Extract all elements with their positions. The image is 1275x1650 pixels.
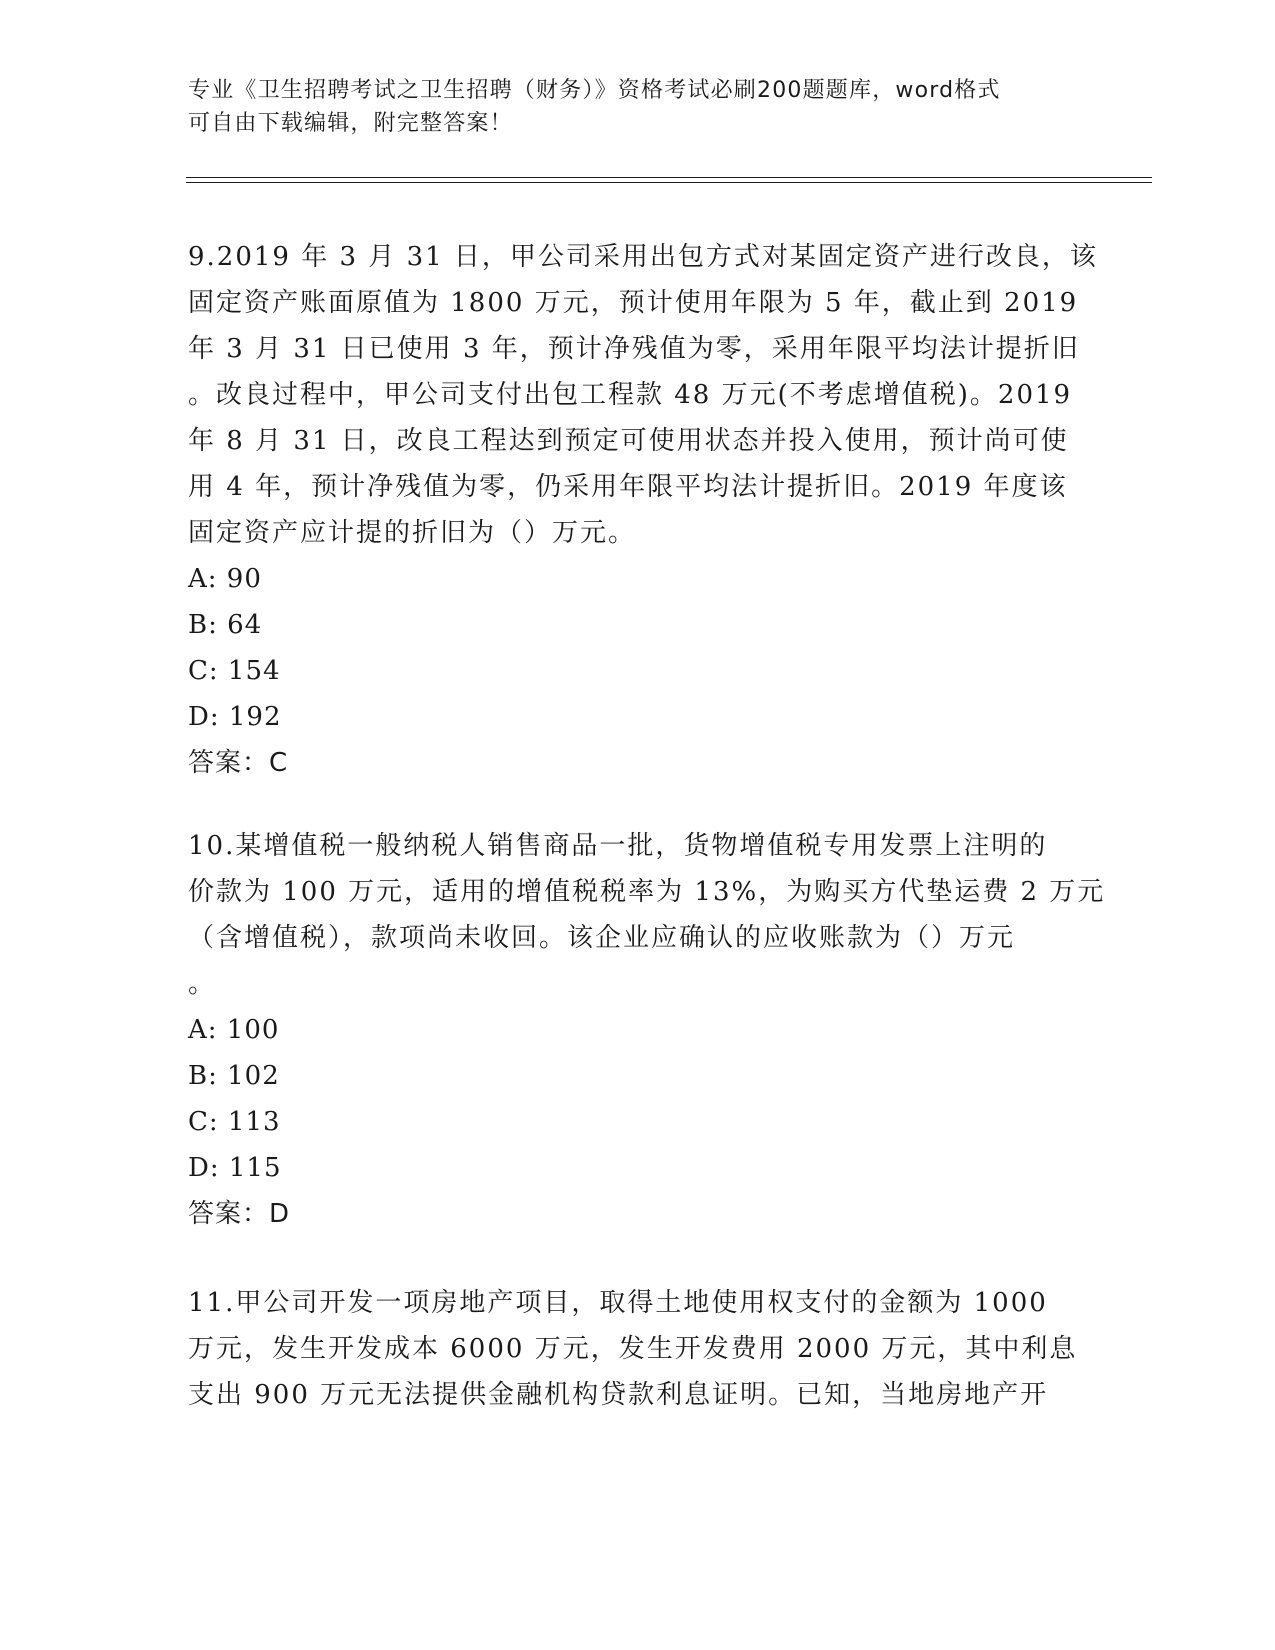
- question-text-line: 年 3 月 31 日已使用 3 年，预计净残值为零，采用年限平均法计提折旧: [188, 334, 1080, 364]
- option-d: D: 192: [188, 702, 282, 732]
- option-b: B: 64: [188, 610, 263, 640]
- question-text-line: 万元，发生开发成本 6000 万元，发生开发费用 2000 万元，其中利息: [188, 1334, 1078, 1364]
- question-text-line: 固定资产账面原值为 1800 万元，预计使用年限为 5 年，截止到 2019: [188, 288, 1079, 318]
- question-text-line: （含增值税），款项尚未收回。该企业应确认的应收账款为（）万元: [188, 923, 1016, 953]
- question-9: [188, 234, 1098, 786]
- option-b: B: 102: [188, 1061, 280, 1091]
- question-text-line: 支出 900 万元无法提供金融机构贷款利息证明。已知，当地房地产开: [188, 1380, 1049, 1410]
- header-divider-bottom: [186, 182, 1152, 183]
- question-11: [188, 1280, 1088, 1418]
- question-text-line: 用 4 年，预计净残值为零，仍采用年限平均法计提折旧。2019 年度该: [188, 472, 1068, 502]
- question-text-line: 11.甲公司开发一项房地产项目，取得土地使用权支付的金额为 1000: [188, 1288, 1048, 1318]
- header-divider-top: [186, 177, 1152, 178]
- option-c: C: 154: [188, 656, 281, 686]
- question-text-line: 固定资产应计提的折旧为（）万元。: [188, 518, 637, 548]
- question-text-line: 。: [188, 969, 217, 999]
- question-10: [188, 823, 1106, 1237]
- option-c: C: 113: [188, 1107, 281, 1137]
- question-text-line: 9.2019 年 3 月 31 日，甲公司采用出包方式对某固定资产进行改良，该: [188, 242, 1098, 272]
- question-text-line: 。改良过程中，甲公司支付出包工程款 48 万元(不考虑增值税)。2019: [188, 380, 1073, 410]
- header-title-line-1: 专业《卫生招聘考试之卫生招聘（财务）》资格考试必刷200题题库，word格式: [188, 78, 1001, 103]
- question-text-line: 年 8 月 31 日，改良工程达到预定可使用状态并投入使用，预计尚可使: [188, 426, 1069, 456]
- answer-line: 答案：C: [188, 748, 289, 778]
- option-a: A: 100: [188, 1015, 280, 1045]
- document-header: [188, 74, 1088, 140]
- option-d: D: 115: [188, 1153, 282, 1183]
- question-text-line: 价款为 100 万元，适用的增值税税率为 13%，为购买方代垫运费 2 万元: [188, 877, 1106, 907]
- header-title-line-2: 可自由下载编辑，附完整答案！: [188, 111, 513, 136]
- answer-line: 答案：D: [188, 1199, 291, 1229]
- option-a: A: 90: [188, 564, 262, 594]
- question-text-line: 10.某增值税一般纳税人销售商品一批，货物增值税专用发票上注明的: [188, 831, 1048, 861]
